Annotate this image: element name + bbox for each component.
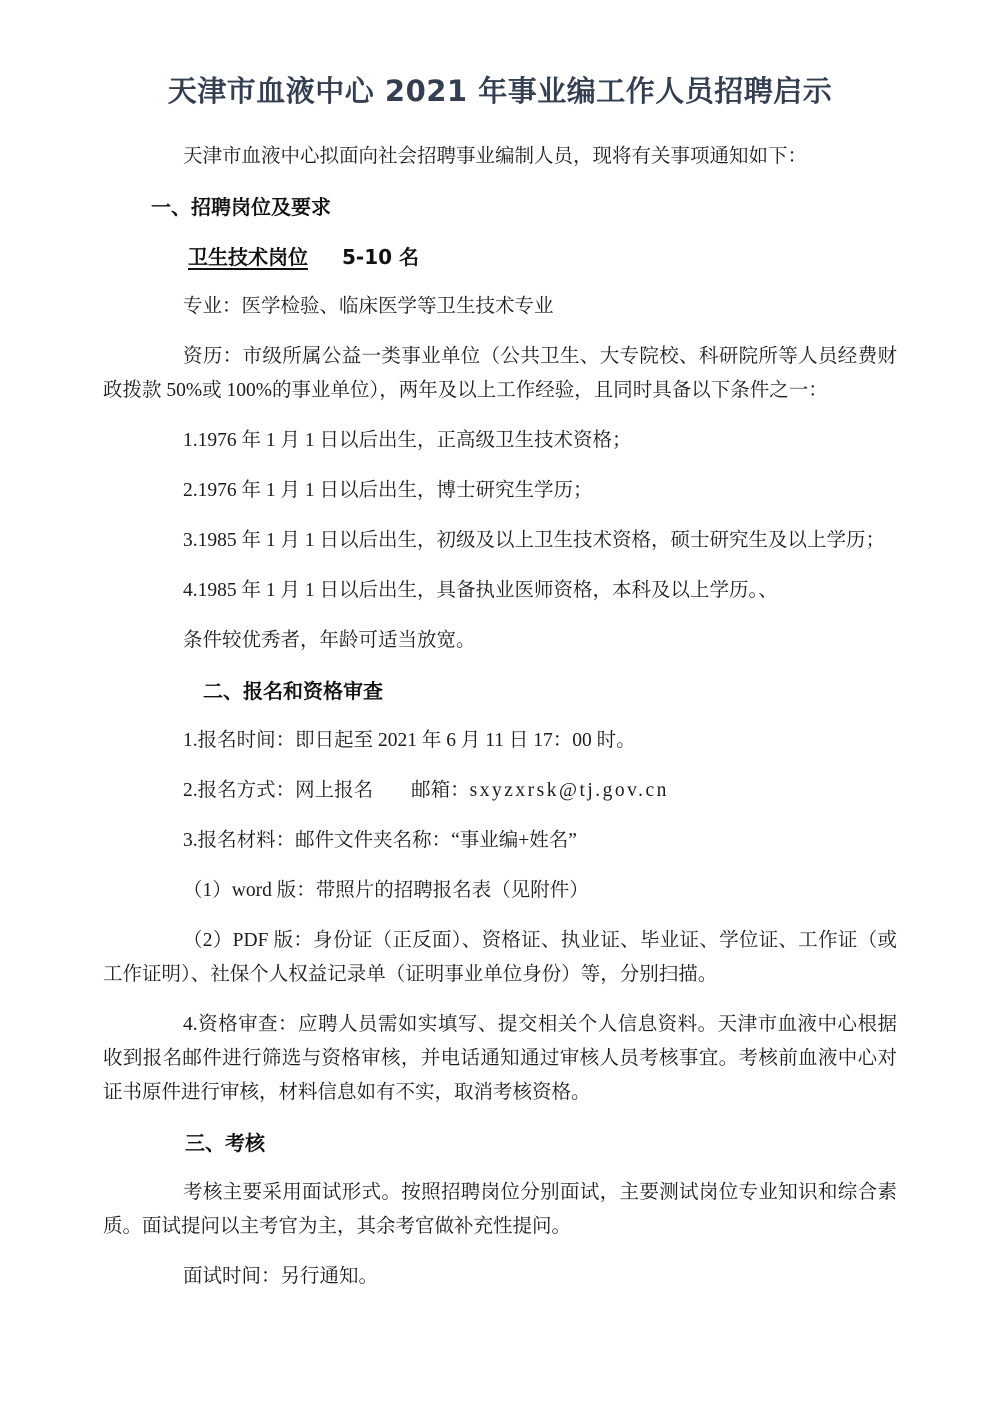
condition-item-3: 3.1985 年 1 月 1 日以后出生，初级及以上卫生技术资格，硕士研究生及以上学历；	[183, 530, 886, 551]
application-method-line	[103, 774, 897, 808]
application-time-line: 1.报名时间：即日起至 2021 年 6 月 11 日 17：00 时。	[183, 730, 636, 751]
section-1-heading: 一、招聘岗位及要求	[151, 195, 331, 219]
age-relaxation-note: 条件较优秀者，年龄可适当放宽。	[183, 630, 476, 651]
condition-item-1: 1.1976 年 1 月 1 日以后出生，正高级卫生技术资格；	[183, 430, 632, 451]
email-address: sxyzxrsk@tj.gov.cn	[469, 780, 669, 801]
major-line: 专业：医学检验、临床医学等卫生技术专业	[183, 296, 554, 317]
position-line	[188, 240, 897, 274]
material-pdf-line: （2）PDF 版：身份证（正反面）、资格证、执业证、毕业证、学位证、工作证（或工作证明）、社保个人权益记录单（证明事业单位身份）等，分别扫描。	[103, 930, 897, 985]
intro-paragraph: 天津市血液中心拟面向社会招聘事业编制人员，现将有关事项通知如下：	[183, 146, 808, 167]
position-title: 卫生技术岗位	[188, 245, 308, 269]
condition-item-2: 2.1976 年 1 月 1 日以后出生，博士研究生学历；	[183, 480, 593, 501]
assessment-paragraph: 考核主要采用面试形式。按照招聘岗位分别面试，主要测试岗位专业知识和综合素质。面试提问以主考官为主，其余考官做补充性提问。	[103, 1182, 897, 1237]
application-materials-line: 3.报名材料：邮件文件夹名称：“事业编+姓名”	[183, 830, 577, 851]
position-count: 5-10 名	[342, 245, 420, 269]
qualification-review-paragraph: 4.资格审查：应聘人员需如实填写、提交相关个人信息资料。天津市血液中心根据收到报名邮件进行筛选与资格审核，并电话通知通过审核人员考核事宜。考核前血液中心对证书原件进行审核，材料信息如有不实，取消考核资格。	[103, 1014, 897, 1103]
page-title: 天津市血液中心 2021 年事业编工作人员招聘启示	[167, 74, 833, 108]
condition-item-4: 4.1985 年 1 月 1 日以后出生，具备执业医师资格，本科及以上学历。、	[183, 580, 778, 601]
section-2-heading: 二、报名和资格审查	[203, 679, 383, 703]
section-3-heading: 三、考核	[185, 1131, 265, 1155]
material-word-line: （1）word 版：带照片的招聘报名表（见附件）	[183, 880, 589, 901]
qualification-paragraph: 资历：市级所属公益一类事业单位（公共卫生、大专院校、科研院所等人员经费财政拨款 50%或 100%的事业单位），两年及以上工作经验，且同时具备以下条件之一：	[103, 346, 897, 401]
email-label: 邮箱：	[411, 780, 470, 801]
interview-time-line: 面试时间：另行通知。	[183, 1266, 379, 1287]
application-method-label: 2.报名方式：网上报名	[183, 780, 374, 801]
